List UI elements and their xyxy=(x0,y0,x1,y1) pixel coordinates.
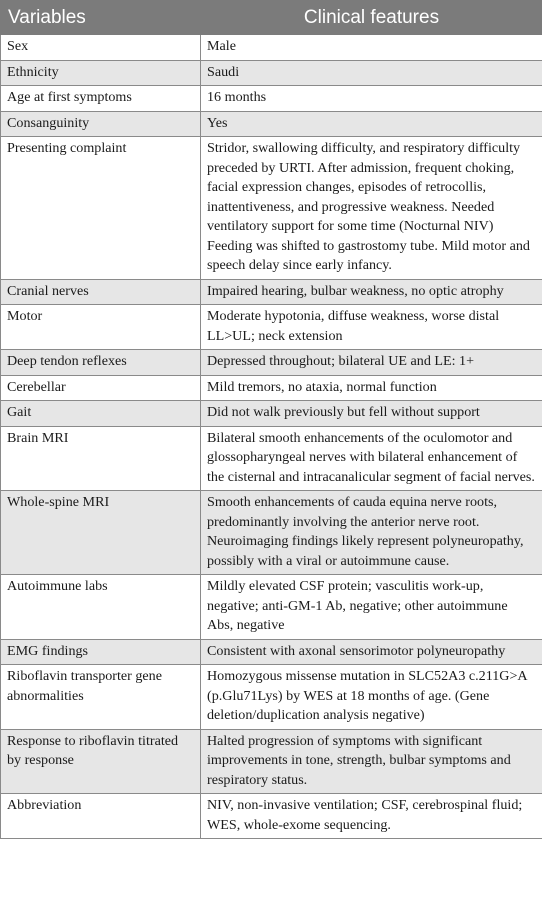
variable-cell: Cerebellar xyxy=(1,375,201,401)
header-clinical-features: Clinical features xyxy=(201,1,542,35)
variable-cell: Whole-spine MRI xyxy=(1,491,201,575)
table-row xyxy=(1,111,542,137)
variable-cell: Autoimmune labs xyxy=(1,575,201,640)
variable-cell: Ethnicity xyxy=(1,60,201,86)
feature-cell: Mild tremors, no ataxia, normal function xyxy=(201,375,542,401)
variable-cell: Response to riboflavin titrated by response xyxy=(1,729,201,794)
variable-cell: Gait xyxy=(1,401,201,427)
variable-cell: Motor xyxy=(1,305,201,350)
feature-cell: Mildly elevated CSF protein; vasculitis work-up, negative; anti-GM-1 Ab, negative; other autoimmune Abs, negative xyxy=(201,575,542,640)
table-row xyxy=(1,729,542,794)
variable-cell: Consanguinity xyxy=(1,111,201,137)
feature-cell: Homozygous missense mutation in SLC52A3 c.211G>A (p.Glu71Lys) by WES at 18 months of age. (Gene deletion/duplication analysis negative) xyxy=(201,665,542,730)
variable-cell: EMG findings xyxy=(1,639,201,665)
feature-cell: Stridor, swallowing difficulty, and respiratory difficulty preceded by URTI. After admission, frequent choking, facial expression changes, episodes of retrocollis, inattentiveness, and progressive weakness. Needed ventilatory support for some time (Nocturnal NIV) Feeding was shifted to gastrostomy tube. Mild motor and speech delay since early infancy. xyxy=(201,137,542,280)
feature-cell: Did not walk previously but fell without support xyxy=(201,401,542,427)
variable-cell: Cranial nerves xyxy=(1,279,201,305)
table-row xyxy=(1,665,542,730)
variable-cell: Age at first symptoms xyxy=(1,86,201,112)
table-row xyxy=(1,491,542,575)
table-row xyxy=(1,426,542,491)
variable-cell: Deep tendon reflexes xyxy=(1,350,201,376)
table-row xyxy=(1,305,542,350)
table-row xyxy=(1,639,542,665)
feature-cell: Bilateral smooth enhancements of the oculomotor and glossopharyngeal nerves with bilateral enhancement of the cisternal and intracanalicular segment of facial nerves. xyxy=(201,426,542,491)
table-row xyxy=(1,60,542,86)
feature-cell: Moderate hypotonia, diffuse weakness, worse distal LL>UL; neck extension xyxy=(201,305,542,350)
variable-cell: Sex xyxy=(1,35,201,61)
variable-cell: Riboflavin transporter gene abnormalities xyxy=(1,665,201,730)
feature-cell: Male xyxy=(201,35,542,61)
table-row xyxy=(1,575,542,640)
table-row xyxy=(1,279,542,305)
table-row xyxy=(1,86,542,112)
table-row xyxy=(1,350,542,376)
header-row xyxy=(1,1,542,35)
table-row xyxy=(1,794,542,839)
table-row xyxy=(1,375,542,401)
feature-cell: Depressed throughout; bilateral UE and LE: 1+ xyxy=(201,350,542,376)
feature-cell: 16 months xyxy=(201,86,542,112)
variable-cell: Brain MRI xyxy=(1,426,201,491)
table-row xyxy=(1,401,542,427)
feature-cell: Yes xyxy=(201,111,542,137)
variable-cell: Presenting complaint xyxy=(1,137,201,280)
variable-cell: Abbreviation xyxy=(1,794,201,839)
feature-cell: Smooth enhancements of cauda equina nerve roots, predominantly involving the anterior nerve root. Neuroimaging findings likely represent polyneuropathy, possibly with a viral or autoimmune cause. xyxy=(201,491,542,575)
feature-cell: Consistent with axonal sensorimotor polyneuropathy xyxy=(201,639,542,665)
feature-cell: Halted progression of symptoms with significant improvements in tone, strength, bulbar symptoms and respiratory status. xyxy=(201,729,542,794)
feature-cell: NIV, non-invasive ventilation; CSF, cerebrospinal fluid; WES, whole-exome sequencing. xyxy=(201,794,542,839)
table-header xyxy=(1,1,542,35)
table-row xyxy=(1,35,542,61)
feature-cell: Saudi xyxy=(201,60,542,86)
table-body xyxy=(1,35,542,839)
table-row xyxy=(1,137,542,280)
feature-cell: Impaired hearing, bulbar weakness, no optic atrophy xyxy=(201,279,542,305)
header-variables: Variables xyxy=(1,1,201,35)
